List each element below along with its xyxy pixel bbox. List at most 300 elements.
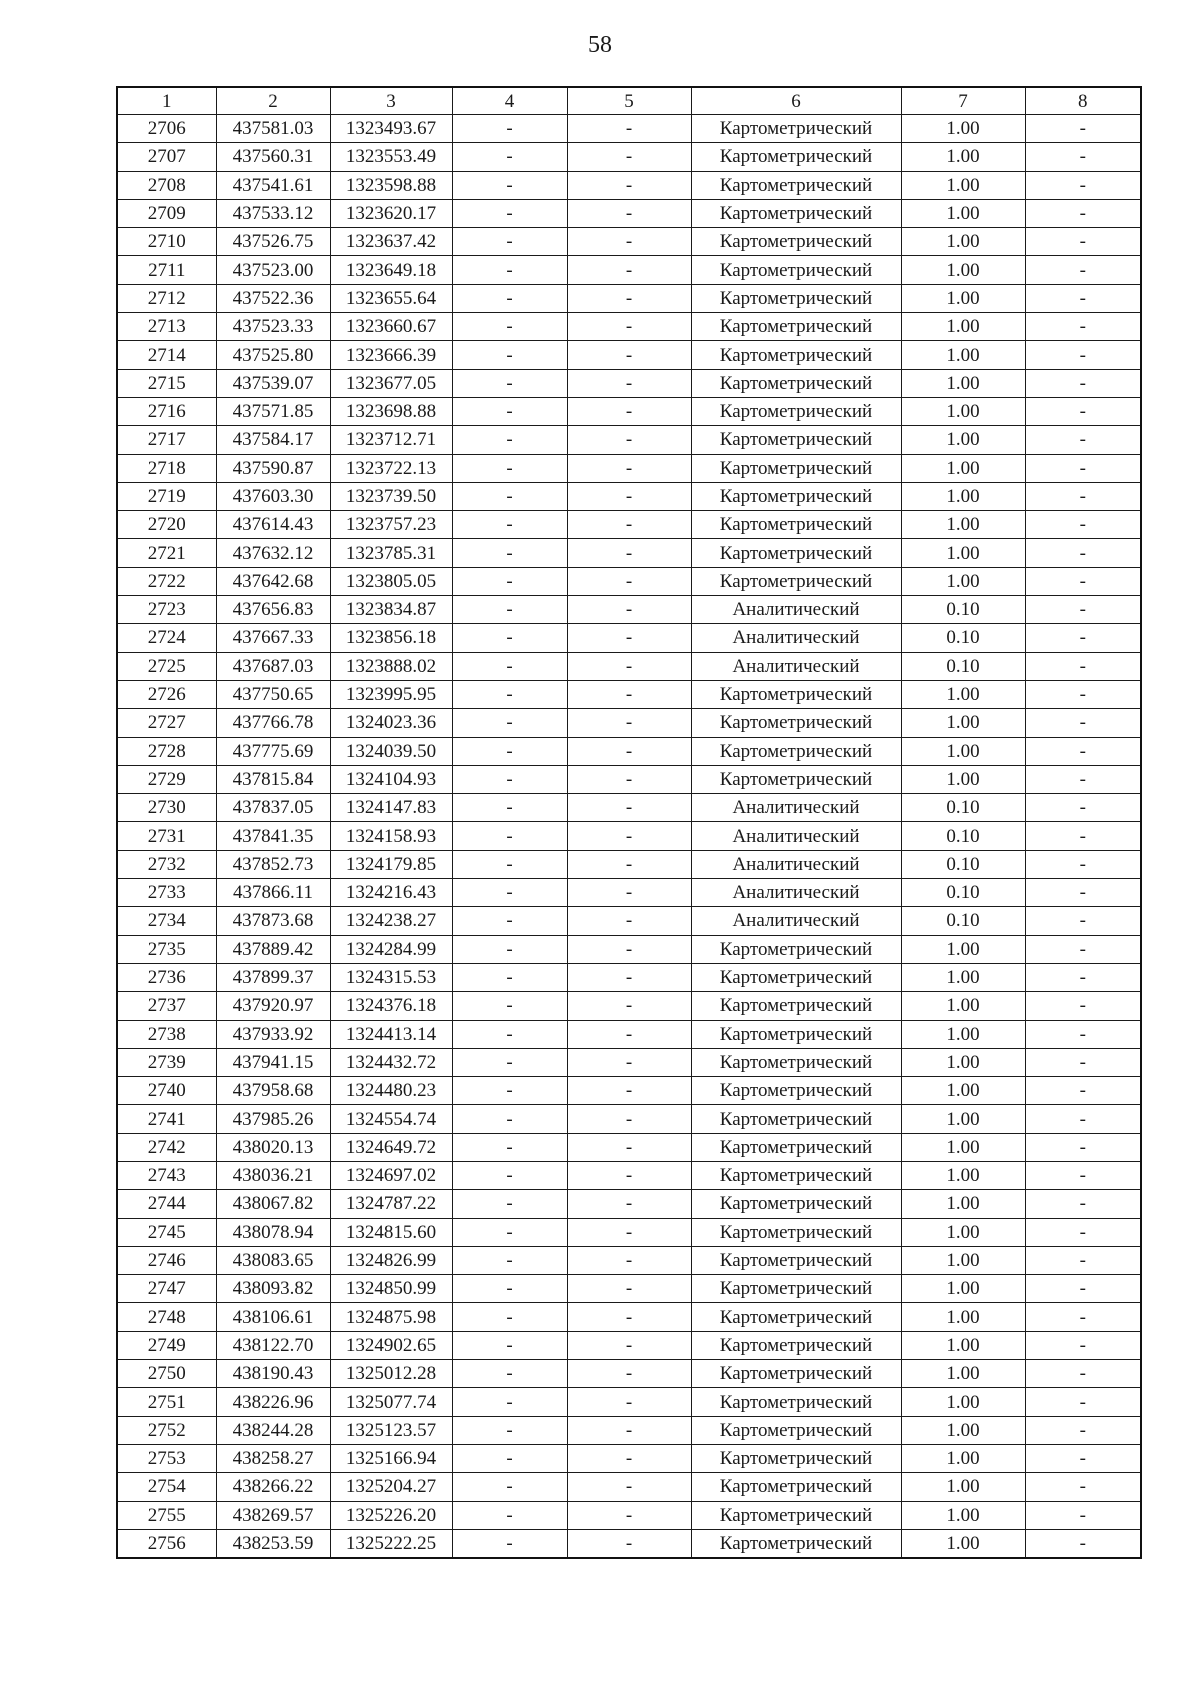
y-coordinate-cell: 1323856.18 (330, 624, 452, 652)
x-coordinate-cell: 438020.13 (216, 1133, 330, 1161)
method-cell: Аналитический (691, 624, 901, 652)
accuracy-cell: 0.10 (901, 624, 1025, 652)
accuracy-cell: 1.00 (901, 1473, 1025, 1501)
x-coordinate-cell: 437656.83 (216, 596, 330, 624)
column-4-cell: - (452, 1501, 567, 1529)
point-number-cell: 2754 (117, 1473, 216, 1501)
method-cell: Картометрический (691, 171, 901, 199)
x-coordinate-cell: 437687.03 (216, 652, 330, 680)
y-coordinate-cell: 1323888.02 (330, 652, 452, 680)
method-cell: Картометрический (691, 935, 901, 963)
table-row (117, 284, 1141, 312)
y-coordinate-cell: 1324179.85 (330, 850, 452, 878)
table-row (117, 171, 1141, 199)
x-coordinate-cell: 437642.68 (216, 567, 330, 595)
point-number-cell: 2746 (117, 1246, 216, 1274)
method-cell: Аналитический (691, 794, 901, 822)
accuracy-cell: 1.00 (901, 709, 1025, 737)
column-5-cell: - (567, 1360, 691, 1388)
method-cell: Картометрический (691, 1190, 901, 1218)
method-cell: Картометрический (691, 426, 901, 454)
y-coordinate-cell: 1324315.53 (330, 963, 452, 991)
column-5-cell: - (567, 1275, 691, 1303)
table-row (117, 1444, 1141, 1472)
x-coordinate-cell: 437571.85 (216, 397, 330, 425)
accuracy-cell: 1.00 (901, 1416, 1025, 1444)
point-number-cell: 2742 (117, 1133, 216, 1161)
accuracy-cell: 1.00 (901, 199, 1025, 227)
point-number-cell: 2726 (117, 680, 216, 708)
table-row (117, 1416, 1141, 1444)
point-number-cell: 2753 (117, 1444, 216, 1472)
method-cell: Аналитический (691, 907, 901, 935)
column-5-cell: - (567, 652, 691, 680)
x-coordinate-cell: 438244.28 (216, 1416, 330, 1444)
point-number-cell: 2728 (117, 737, 216, 765)
point-number-cell: 2721 (117, 539, 216, 567)
column-5-cell: - (567, 1077, 691, 1105)
column-5-cell: - (567, 935, 691, 963)
column-4-cell: - (452, 115, 567, 143)
column-header: 3 (330, 87, 452, 115)
column-8-cell: - (1025, 1444, 1141, 1472)
column-4-cell: - (452, 992, 567, 1020)
point-number-cell: 2738 (117, 1020, 216, 1048)
column-8-cell: - (1025, 539, 1141, 567)
table-row (117, 539, 1141, 567)
table-row (117, 765, 1141, 793)
column-header: 6 (691, 87, 901, 115)
y-coordinate-cell: 1324554.74 (330, 1105, 452, 1133)
table-row (117, 1048, 1141, 1076)
y-coordinate-cell: 1325123.57 (330, 1416, 452, 1444)
y-coordinate-cell: 1324649.72 (330, 1133, 452, 1161)
x-coordinate-cell: 437750.65 (216, 680, 330, 708)
column-8-cell: - (1025, 737, 1141, 765)
column-8-cell: - (1025, 256, 1141, 284)
point-number-cell: 2745 (117, 1218, 216, 1246)
point-number-cell: 2715 (117, 369, 216, 397)
accuracy-cell: 1.00 (901, 256, 1025, 284)
accuracy-cell: 1.00 (901, 567, 1025, 595)
page-number: 58 (588, 32, 612, 58)
x-coordinate-cell: 437985.26 (216, 1105, 330, 1133)
column-8-cell: - (1025, 1473, 1141, 1501)
column-header: 7 (901, 87, 1025, 115)
table-row (117, 1360, 1141, 1388)
column-5-cell: - (567, 426, 691, 454)
method-cell: Картометрический (691, 680, 901, 708)
accuracy-cell: 1.00 (901, 341, 1025, 369)
column-8-cell: - (1025, 822, 1141, 850)
column-4-cell: - (452, 794, 567, 822)
table-row (117, 1020, 1141, 1048)
column-4-cell: - (452, 907, 567, 935)
y-coordinate-cell: 1323666.39 (330, 341, 452, 369)
column-5-cell: - (567, 1190, 691, 1218)
accuracy-cell: 1.00 (901, 1529, 1025, 1558)
point-number-cell: 2747 (117, 1275, 216, 1303)
x-coordinate-cell: 437523.33 (216, 313, 330, 341)
x-coordinate-cell: 437958.68 (216, 1077, 330, 1105)
column-8-cell: - (1025, 284, 1141, 312)
point-number-cell: 2729 (117, 765, 216, 793)
column-4-cell: - (452, 1303, 567, 1331)
point-number-cell: 2734 (117, 907, 216, 935)
x-coordinate-cell: 437899.37 (216, 963, 330, 991)
y-coordinate-cell: 1323722.13 (330, 454, 452, 482)
x-coordinate-cell: 438269.57 (216, 1501, 330, 1529)
table-row (117, 1331, 1141, 1359)
column-8-cell: - (1025, 1246, 1141, 1274)
x-coordinate-cell: 438226.96 (216, 1388, 330, 1416)
column-5-cell: - (567, 737, 691, 765)
point-number-cell: 2731 (117, 822, 216, 850)
method-cell: Картометрический (691, 341, 901, 369)
column-8-cell: - (1025, 652, 1141, 680)
x-coordinate-cell: 438122.70 (216, 1331, 330, 1359)
table-row (117, 1190, 1141, 1218)
point-number-cell: 2750 (117, 1360, 216, 1388)
accuracy-cell: 1.00 (901, 1161, 1025, 1189)
x-coordinate-cell: 437525.80 (216, 341, 330, 369)
column-5-cell: - (567, 1501, 691, 1529)
column-4-cell: - (452, 652, 567, 680)
accuracy-cell: 1.00 (901, 737, 1025, 765)
x-coordinate-cell: 437815.84 (216, 765, 330, 793)
column-8-cell: - (1025, 992, 1141, 1020)
point-number-cell: 2741 (117, 1105, 216, 1133)
x-coordinate-cell: 437866.11 (216, 879, 330, 907)
table-row (117, 879, 1141, 907)
table-row (117, 1105, 1141, 1133)
column-4-cell: - (452, 341, 567, 369)
table-row (117, 822, 1141, 850)
column-4-cell: - (452, 256, 567, 284)
column-5-cell: - (567, 1388, 691, 1416)
table-row (117, 652, 1141, 680)
accuracy-cell: 1.00 (901, 1246, 1025, 1274)
column-4-cell: - (452, 709, 567, 737)
column-4-cell: - (452, 1133, 567, 1161)
column-5-cell: - (567, 765, 691, 793)
y-coordinate-cell: 1324238.27 (330, 907, 452, 935)
x-coordinate-cell: 438190.43 (216, 1360, 330, 1388)
method-cell: Картометрический (691, 482, 901, 510)
table-row (117, 709, 1141, 737)
method-cell: Картометрический (691, 539, 901, 567)
y-coordinate-cell: 1324902.65 (330, 1331, 452, 1359)
x-coordinate-cell: 437933.92 (216, 1020, 330, 1048)
accuracy-cell: 1.00 (901, 1218, 1025, 1246)
table-row (117, 426, 1141, 454)
column-8-cell: - (1025, 624, 1141, 652)
column-5-cell: - (567, 115, 691, 143)
x-coordinate-cell: 437560.31 (216, 143, 330, 171)
point-number-cell: 2717 (117, 426, 216, 454)
column-5-cell: - (567, 482, 691, 510)
column-4-cell: - (452, 765, 567, 793)
table-row (117, 1529, 1141, 1558)
column-5-cell: - (567, 567, 691, 595)
accuracy-cell: 1.00 (901, 539, 1025, 567)
column-8-cell: - (1025, 1388, 1141, 1416)
table-row (117, 115, 1141, 143)
column-8-cell: - (1025, 1275, 1141, 1303)
accuracy-cell: 1.00 (901, 1388, 1025, 1416)
method-cell: Картометрический (691, 963, 901, 991)
column-8-cell: - (1025, 341, 1141, 369)
column-5-cell: - (567, 963, 691, 991)
method-cell: Картометрический (691, 397, 901, 425)
point-number-cell: 2713 (117, 313, 216, 341)
column-4-cell: - (452, 228, 567, 256)
column-4-cell: - (452, 199, 567, 227)
table-row (117, 1275, 1141, 1303)
accuracy-cell: 1.00 (901, 1501, 1025, 1529)
column-8-cell: - (1025, 794, 1141, 822)
column-5-cell: - (567, 1303, 691, 1331)
x-coordinate-cell: 437614.43 (216, 511, 330, 539)
method-cell: Картометрический (691, 284, 901, 312)
x-coordinate-cell: 437632.12 (216, 539, 330, 567)
column-8-cell: - (1025, 1133, 1141, 1161)
column-4-cell: - (452, 1444, 567, 1472)
accuracy-cell: 1.00 (901, 511, 1025, 539)
column-4-cell: - (452, 171, 567, 199)
table-row (117, 963, 1141, 991)
y-coordinate-cell: 1323677.05 (330, 369, 452, 397)
table-row (117, 1246, 1141, 1274)
table-row (117, 935, 1141, 963)
table-row (117, 341, 1141, 369)
method-cell: Картометрический (691, 1048, 901, 1076)
column-4-cell: - (452, 1048, 567, 1076)
column-8-cell: - (1025, 765, 1141, 793)
y-coordinate-cell: 1323995.95 (330, 680, 452, 708)
column-5-cell: - (567, 1529, 691, 1558)
column-4-cell: - (452, 1161, 567, 1189)
column-header: 4 (452, 87, 567, 115)
y-coordinate-cell: 1325077.74 (330, 1388, 452, 1416)
point-number-cell: 2724 (117, 624, 216, 652)
x-coordinate-cell: 438036.21 (216, 1161, 330, 1189)
column-5-cell: - (567, 539, 691, 567)
column-8-cell: - (1025, 1077, 1141, 1105)
table-header-row (117, 87, 1141, 115)
method-cell: Картометрический (691, 1133, 901, 1161)
accuracy-cell: 0.10 (901, 652, 1025, 680)
x-coordinate-cell: 438253.59 (216, 1529, 330, 1558)
x-coordinate-cell: 438266.22 (216, 1473, 330, 1501)
method-cell: Картометрический (691, 1303, 901, 1331)
accuracy-cell: 1.00 (901, 1275, 1025, 1303)
y-coordinate-cell: 1324815.60 (330, 1218, 452, 1246)
method-cell: Картометрический (691, 1218, 901, 1246)
point-number-cell: 2752 (117, 1416, 216, 1444)
column-8-cell: - (1025, 879, 1141, 907)
accuracy-cell: 1.00 (901, 1133, 1025, 1161)
column-8-cell: - (1025, 907, 1141, 935)
x-coordinate-cell: 437841.35 (216, 822, 330, 850)
x-coordinate-cell: 437766.78 (216, 709, 330, 737)
column-8-cell: - (1025, 596, 1141, 624)
method-cell: Картометрический (691, 737, 901, 765)
y-coordinate-cell: 1324104.93 (330, 765, 452, 793)
y-coordinate-cell: 1323553.49 (330, 143, 452, 171)
point-number-cell: 2723 (117, 596, 216, 624)
x-coordinate-cell: 437584.17 (216, 426, 330, 454)
accuracy-cell: 1.00 (901, 963, 1025, 991)
column-4-cell: - (452, 313, 567, 341)
y-coordinate-cell: 1323698.88 (330, 397, 452, 425)
column-8-cell: - (1025, 1161, 1141, 1189)
point-number-cell: 2712 (117, 284, 216, 312)
y-coordinate-cell: 1324480.23 (330, 1077, 452, 1105)
column-5-cell: - (567, 596, 691, 624)
y-coordinate-cell: 1324216.43 (330, 879, 452, 907)
method-cell: Аналитический (691, 652, 901, 680)
y-coordinate-cell: 1323620.17 (330, 199, 452, 227)
column-4-cell: - (452, 1529, 567, 1558)
method-cell: Картометрический (691, 1246, 901, 1274)
column-4-cell: - (452, 426, 567, 454)
column-4-cell: - (452, 1416, 567, 1444)
accuracy-cell: 1.00 (901, 143, 1025, 171)
table-row (117, 680, 1141, 708)
y-coordinate-cell: 1324826.99 (330, 1246, 452, 1274)
point-number-cell: 2707 (117, 143, 216, 171)
column-5-cell: - (567, 284, 691, 312)
method-cell: Картометрический (691, 143, 901, 171)
column-5-cell: - (567, 199, 691, 227)
method-cell: Картометрический (691, 1501, 901, 1529)
accuracy-cell: 1.00 (901, 1020, 1025, 1048)
method-cell: Картометрический (691, 1473, 901, 1501)
table-row (117, 1218, 1141, 1246)
point-number-cell: 2708 (117, 171, 216, 199)
table-row (117, 369, 1141, 397)
accuracy-cell: 1.00 (901, 1444, 1025, 1472)
table-row (117, 511, 1141, 539)
accuracy-cell: 1.00 (901, 397, 1025, 425)
column-4-cell: - (452, 879, 567, 907)
method-cell: Картометрический (691, 256, 901, 284)
y-coordinate-cell: 1324413.14 (330, 1020, 452, 1048)
x-coordinate-cell: 437837.05 (216, 794, 330, 822)
column-4-cell: - (452, 397, 567, 425)
y-coordinate-cell: 1323757.23 (330, 511, 452, 539)
column-header: 8 (1025, 87, 1141, 115)
y-coordinate-cell: 1323785.31 (330, 539, 452, 567)
column-8-cell: - (1025, 963, 1141, 991)
x-coordinate-cell: 438093.82 (216, 1275, 330, 1303)
x-coordinate-cell: 438078.94 (216, 1218, 330, 1246)
table-row (117, 1473, 1141, 1501)
column-5-cell: - (567, 511, 691, 539)
column-8-cell: - (1025, 1416, 1141, 1444)
y-coordinate-cell: 1323805.05 (330, 567, 452, 595)
accuracy-cell: 0.10 (901, 879, 1025, 907)
column-4-cell: - (452, 284, 567, 312)
column-4-cell: - (452, 624, 567, 652)
x-coordinate-cell: 437889.42 (216, 935, 330, 963)
column-8-cell: - (1025, 482, 1141, 510)
column-4-cell: - (452, 1218, 567, 1246)
point-number-cell: 2727 (117, 709, 216, 737)
column-8-cell: - (1025, 850, 1141, 878)
column-8-cell: - (1025, 1529, 1141, 1558)
column-8-cell: - (1025, 369, 1141, 397)
x-coordinate-cell: 438083.65 (216, 1246, 330, 1274)
point-number-cell: 2756 (117, 1529, 216, 1558)
column-5-cell: - (567, 680, 691, 708)
y-coordinate-cell: 1325204.27 (330, 1473, 452, 1501)
column-8-cell: - (1025, 115, 1141, 143)
accuracy-cell: 1.00 (901, 171, 1025, 199)
method-cell: Картометрический (691, 228, 901, 256)
accuracy-cell: 1.00 (901, 1331, 1025, 1359)
method-cell: Аналитический (691, 596, 901, 624)
method-cell: Картометрический (691, 1077, 901, 1105)
y-coordinate-cell: 1324850.99 (330, 1275, 452, 1303)
column-8-cell: - (1025, 313, 1141, 341)
column-8-cell: - (1025, 1190, 1141, 1218)
column-5-cell: - (567, 369, 691, 397)
y-coordinate-cell: 1325166.94 (330, 1444, 452, 1472)
method-cell: Картометрический (691, 1444, 901, 1472)
table-row (117, 992, 1141, 1020)
column-4-cell: - (452, 850, 567, 878)
column-8-cell: - (1025, 709, 1141, 737)
table-row (117, 1501, 1141, 1529)
point-number-cell: 2748 (117, 1303, 216, 1331)
table-row (117, 794, 1141, 822)
point-number-cell: 2739 (117, 1048, 216, 1076)
accuracy-cell: 1.00 (901, 1105, 1025, 1133)
point-number-cell: 2709 (117, 199, 216, 227)
column-5-cell: - (567, 1218, 691, 1246)
column-4-cell: - (452, 596, 567, 624)
method-cell: Картометрический (691, 199, 901, 227)
point-number-cell: 2719 (117, 482, 216, 510)
column-5-cell: - (567, 454, 691, 482)
x-coordinate-cell: 437590.87 (216, 454, 330, 482)
y-coordinate-cell: 1323660.67 (330, 313, 452, 341)
column-4-cell: - (452, 539, 567, 567)
method-cell: Аналитический (691, 822, 901, 850)
column-8-cell: - (1025, 1020, 1141, 1048)
y-coordinate-cell: 1324284.99 (330, 935, 452, 963)
table-row (117, 596, 1141, 624)
column-8-cell: - (1025, 454, 1141, 482)
column-4-cell: - (452, 1105, 567, 1133)
x-coordinate-cell: 437852.73 (216, 850, 330, 878)
column-5-cell: - (567, 794, 691, 822)
column-header: 1 (117, 87, 216, 115)
method-cell: Картометрический (691, 992, 901, 1020)
accuracy-cell: 1.00 (901, 1077, 1025, 1105)
y-coordinate-cell: 1323655.64 (330, 284, 452, 312)
column-5-cell: - (567, 1020, 691, 1048)
accuracy-cell: 1.00 (901, 1048, 1025, 1076)
column-8-cell: - (1025, 143, 1141, 171)
method-cell: Картометрический (691, 1105, 901, 1133)
column-4-cell: - (452, 1473, 567, 1501)
column-8-cell: - (1025, 199, 1141, 227)
column-4-cell: - (452, 1360, 567, 1388)
method-cell: Картометрический (691, 1275, 901, 1303)
